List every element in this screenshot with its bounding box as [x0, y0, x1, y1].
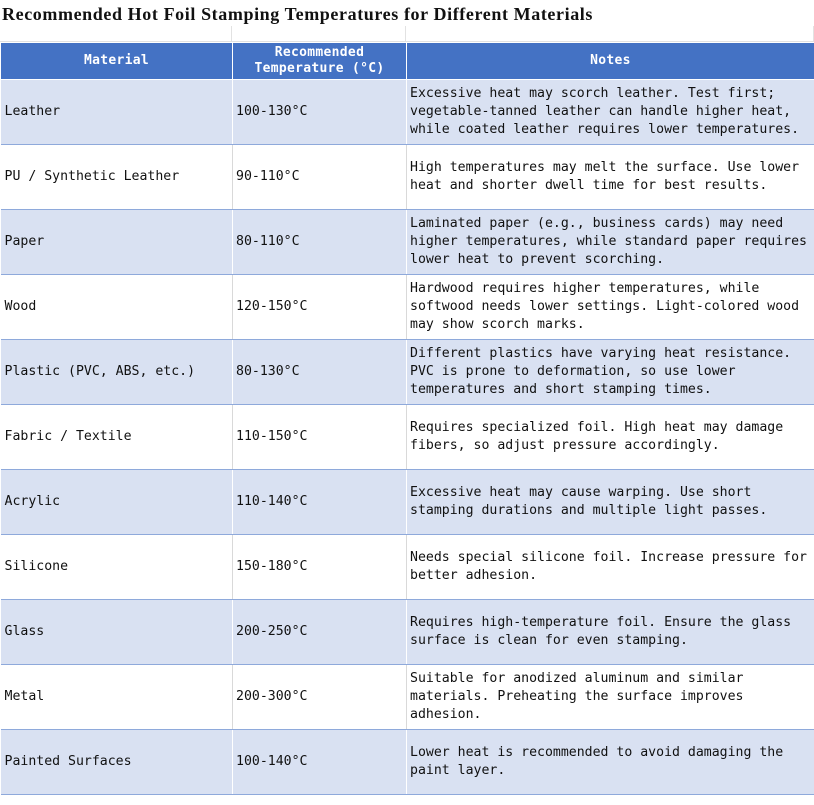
- temperature-cell[interactable]: 200-300°C: [233, 665, 407, 730]
- temperature-cell[interactable]: 100-140°C: [233, 730, 407, 795]
- temperature-cell[interactable]: 100-130°C: [233, 80, 407, 145]
- material-cell[interactable]: Paper: [1, 210, 233, 275]
- column-header-notes[interactable]: Notes: [407, 43, 814, 80]
- header-row: [1, 43, 814, 80]
- table-row: [1, 405, 814, 470]
- table-row: [1, 80, 814, 145]
- material-cell[interactable]: Leather: [1, 80, 233, 145]
- notes-cell[interactable]: Laminated paper (e.g., business cards) may need higher temperatures, while standard paper requires lower heat to prevent scorching.: [407, 210, 814, 275]
- empty-cell[interactable]: [406, 26, 814, 42]
- table-row: [1, 535, 814, 600]
- notes-cell[interactable]: Hardwood requires higher temperatures, while softwood needs lower settings. Light-colored wood may show scorch marks.: [407, 275, 814, 340]
- notes-cell[interactable]: Different plastics have varying heat resistance. PVC is prone to deformation, so use lower temperatures and short stamping times.: [407, 340, 814, 405]
- temperature-cell[interactable]: 120-150°C: [233, 275, 407, 340]
- material-cell[interactable]: Acrylic: [1, 470, 233, 535]
- table-row: [1, 730, 814, 795]
- material-cell[interactable]: PU / Synthetic Leather: [1, 145, 233, 210]
- page-title: Recommended Hot Foil Stamping Temperatures for Different Materials: [2, 4, 594, 24]
- column-header-temperature[interactable]: Recommended Temperature (°C): [233, 43, 407, 80]
- notes-cell[interactable]: Needs special silicone foil. Increase pressure for better adhesion.: [407, 535, 814, 600]
- material-cell[interactable]: Wood: [1, 275, 233, 340]
- temperature-cell[interactable]: 80-130°C: [233, 340, 407, 405]
- material-cell[interactable]: Plastic (PVC, ABS, etc.): [1, 340, 233, 405]
- notes-cell[interactable]: Requires high-temperature foil. Ensure the glass surface is clean for even stamping.: [407, 600, 814, 665]
- empty-spacer-row: [0, 26, 814, 42]
- material-cell[interactable]: Painted Surfaces: [1, 730, 233, 795]
- empty-cell[interactable]: [232, 26, 406, 42]
- material-cell[interactable]: Glass: [1, 600, 233, 665]
- material-cell[interactable]: Silicone: [1, 535, 233, 600]
- table-row: [1, 210, 814, 275]
- table-row: [1, 470, 814, 535]
- notes-cell[interactable]: Excessive heat may scorch leather. Test first; vegetable-tanned leather can handle higher heat, while coated leather requires lower temperatures.: [407, 80, 814, 145]
- temperature-cell[interactable]: 80-110°C: [233, 210, 407, 275]
- table-row: [1, 600, 814, 665]
- temperature-cell[interactable]: 150-180°C: [233, 535, 407, 600]
- notes-cell[interactable]: Lower heat is recommended to avoid damaging the paint layer.: [407, 730, 814, 795]
- material-cell[interactable]: Fabric / Textile: [1, 405, 233, 470]
- table-row: [1, 275, 814, 340]
- column-header-material[interactable]: Material: [1, 43, 233, 80]
- table-row: [1, 340, 814, 405]
- table-row: [1, 145, 814, 210]
- notes-cell[interactable]: Excessive heat may cause warping. Use short stamping durations and multiple light passes.: [407, 470, 814, 535]
- notes-cell[interactable]: High temperatures may melt the surface. Use lower heat and shorter dwell time for best results.: [407, 145, 814, 210]
- temperature-cell[interactable]: 200-250°C: [233, 600, 407, 665]
- empty-cell[interactable]: [0, 26, 232, 42]
- temperature-cell[interactable]: 110-150°C: [233, 405, 407, 470]
- temperature-table: [0, 42, 814, 795]
- notes-cell[interactable]: Requires specialized foil. High heat may damage fibers, so adjust pressure accordingly.: [407, 405, 814, 470]
- temperature-cell[interactable]: 90-110°C: [233, 145, 407, 210]
- table-row: [1, 665, 814, 730]
- temperature-cell[interactable]: 110-140°C: [233, 470, 407, 535]
- notes-cell[interactable]: Suitable for anodized aluminum and similar materials. Preheating the surface improves adhesion.: [407, 665, 814, 730]
- material-cell[interactable]: Metal: [1, 665, 233, 730]
